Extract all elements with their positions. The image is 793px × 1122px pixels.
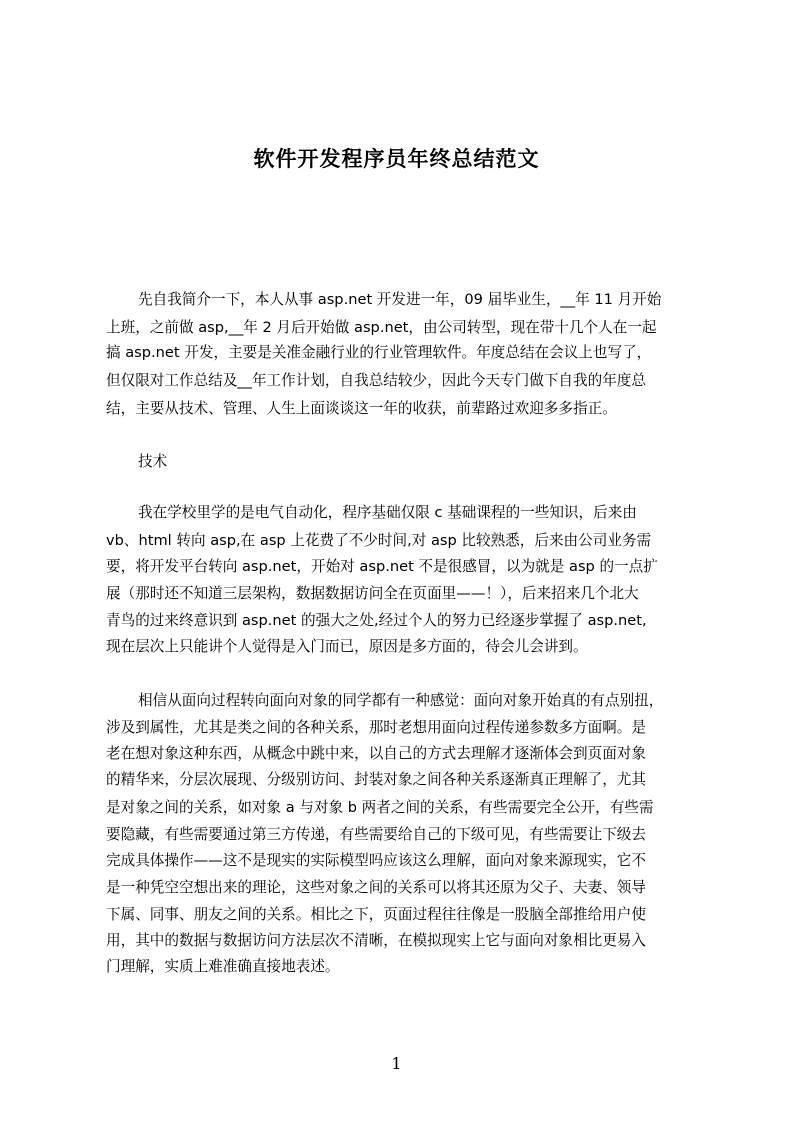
paragraph-line: 搞 asp.net 开发，主要是关准金融行业的行业管理软件。年度总结在会议上也写了， xyxy=(106,344,652,361)
paragraph-line: 现在层次上只能讲个人觉得是入门而已，原因是多方面的，待会儿会讲到。 xyxy=(106,638,588,655)
page-number: 1 xyxy=(391,1054,402,1073)
paragraph-line: 的精华来，分层次展现、分级别访问、封装对象之间各种关系逐渐真正理解了，尤其 xyxy=(106,771,646,788)
paragraph-line: 展（那时还不知道三层架构，数据数据访问全在页面里——！），后来招来几个北大 xyxy=(106,585,639,602)
paragraph-line: 相信从面向过程转向面向对象的同学都有一种感觉：面向对象开始真的有点别扭， xyxy=(138,692,664,709)
section-heading: 技术 xyxy=(138,453,168,470)
paragraph-line: 完成具体操作——这不是现实的实际模型吗应该这么理解，面向对象来源现实，它不 xyxy=(106,852,646,869)
paragraph-line: 是一种凭空空想出来的理论，这些对象之间的关系可以将其还原为父子、夫妻、领导 xyxy=(106,879,646,896)
paragraph-line: 上班，之前做 asp,__年 2 月后开始做 asp.net，由公司转型，现在带十几个人在一起 xyxy=(106,319,657,336)
paragraph-line: 用，其中的数据与数据访问方法层次不清晰，在模拟现实上它与面向对象相比更易入 xyxy=(106,932,646,949)
paragraph-line: 涉及到属性，尤其是类之间的各种关系，那时老想用面向过程传递参数多方面啊。是 xyxy=(106,719,646,736)
paragraph-line: 老在想对象这种东西，从概念中跳中来，以自己的方式去理解才逐渐体会到页面对象 xyxy=(106,745,646,762)
document-title: 软件开发程序员年终总结范文 xyxy=(253,147,540,171)
paragraph-line: 青鸟的过来终意识到 asp.net 的强大之处,经过个人的努力已经逐步掌握了 asp.net, xyxy=(106,612,647,629)
paragraph-line: 我在学校里学的是电气自动化，程序基础仅限 c 基础课程的一些知识，后来由 xyxy=(138,504,637,521)
paragraph-line: 门理解，实质上难准确直接地表述。 xyxy=(106,958,340,975)
paragraph-line: 下属、同事、朋友之间的关系。相比之下，页面过程往往像是一股脑全部推给用户使 xyxy=(106,906,646,923)
paragraph-line: 先自我简介一下，本人从事 asp.net 开发进一年，09 届毕业生，__年 11 月开始 xyxy=(138,291,662,308)
paragraph-line: 但仅限对工作总结及__年工作计划，自我总结较少，因此今天专门做下自我的年度总 xyxy=(106,372,646,389)
paragraph-line: 要，将开发平台转向 asp.net，开始对 asp.net 不是很感冒，以为就是 asp 的一点扩 xyxy=(106,558,658,575)
paragraph-line: vb、html 转向 asp,在 asp 上花费了不少时间,对 asp 比较熟悉，后来由公司业务需 xyxy=(106,532,652,549)
paragraph-line: 要隐藏，有些需要通过第三方传递，有些需要给自己的下级可见，有些需要让下级去 xyxy=(106,826,646,843)
paragraph-line: 是对象之间的关系，如对象 a 与对象 b 两者之间的关系，有些需要完全公开，有些需 xyxy=(106,799,654,816)
paragraph-line: 结，主要从技术、管理、人生上面谈谈这一年的收获，前辈路过欢迎多多指正。 xyxy=(106,400,617,417)
